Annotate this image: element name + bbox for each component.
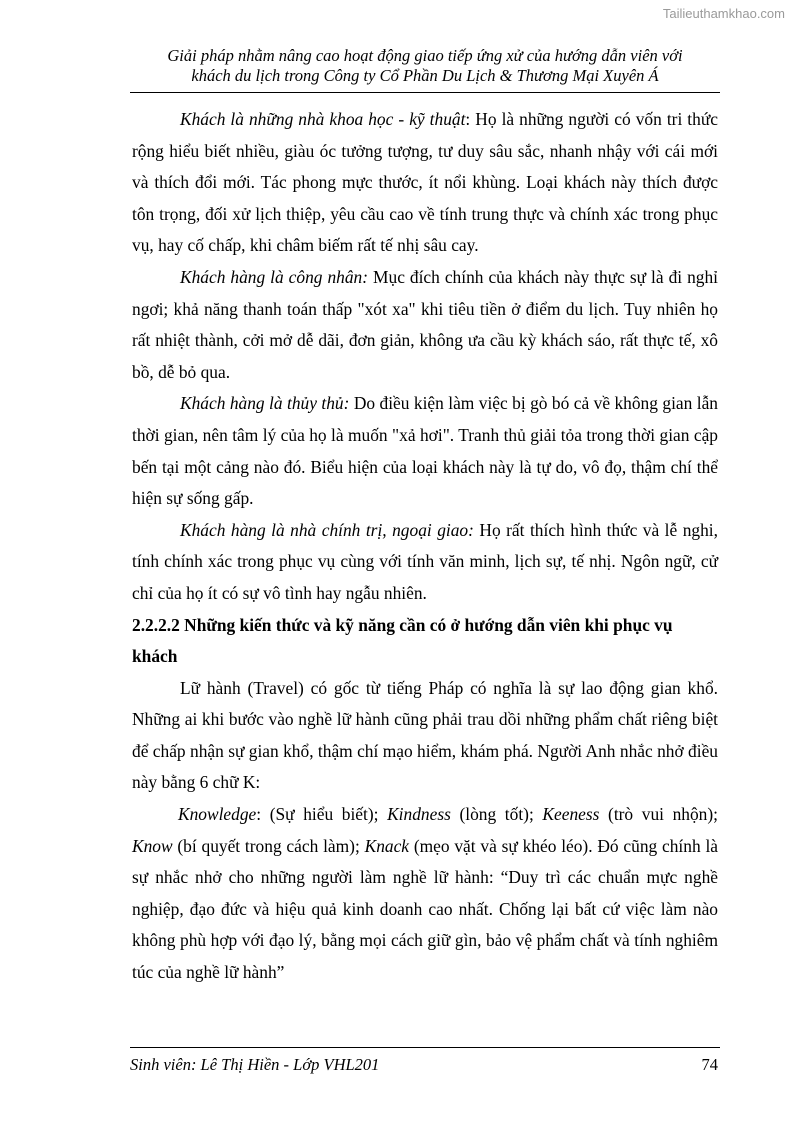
footer-divider <box>130 1047 720 1048</box>
paragraph-text: (trò vui nhộn); <box>599 804 718 825</box>
k-knowledge: Knowledge <box>178 804 257 825</box>
paragraph-travel: Lữ hành (Travel) có gốc từ tiếng Pháp có nghĩa là sự lao động gian khổ. Những ai khi bước vào nghề lữ hành cũng phải trau dồi những phẩm chất riêng biệt để chấp nhận sự gian khổ, thậm chí mạo hiểm, khám phá. Người Anh nhắc nhở điều này bằng 6 chữ K: <box>132 677 718 793</box>
paragraph-text: : (Sự hiểu biết); <box>256 804 388 825</box>
paragraph-lead: Khách hàng là thủy thủ: <box>180 393 350 414</box>
footer-student: Sinh viên: Lê Thị Hiền - Lớp VHL201 <box>130 1055 380 1074</box>
k-know: Know <box>132 835 173 856</box>
page-header <box>130 46 720 86</box>
paragraph-text: Họ rất thích hình thức và lễ nghi, tính chính xác trong phục vụ cùng với tính văn minh, lịch sự, tế nhị. Ngôn ngữ, cử chỉ của họ ít có sự vô tình hay ngẫu nhiên. <box>132 519 718 603</box>
paragraph-lead: Khách là những nhà khoa học - kỹ thuật <box>180 109 466 129</box>
paragraph-scientists <box>132 104 718 262</box>
k-kindness: Kindness <box>387 804 451 825</box>
paragraph-text: (lòng tốt); <box>450 804 543 825</box>
paragraph-text: : Họ là những người có vốn tri thức rộng hiểu biết nhiều, giàu óc tưởng tượng, tư duy sâu sắc, nhanh nhậy với cái mới và thích đổi mới. Tác phong mực thước, ít nổi khùng. Loại khách này thích được tôn trọng, đối xử lịch thiệp, yêu cầu cao về tính trung thực và chính xác trong phục vụ, hay cố chấp, khi châm biếm rất tế nhị sâu cay. <box>132 109 718 256</box>
paragraph-lead: Khách hàng là nhà chính trị, ngoại giao: <box>180 519 474 540</box>
k-knack: Knack <box>364 835 410 856</box>
paragraph-six-k <box>132 799 718 989</box>
paragraph-text: Do điều kiện làm việc bị gò bó cả về không gian lẫn thời gian, nên tâm lý của họ là muốn "xả hơi". Tranh thủ giải tỏa trong thời gian cập bến tại một cảng nào đó. Biểu hiện của loại khách này là tự do, vô đọ, thậm chí thể hiện sự sống gấp. <box>132 393 718 509</box>
section-heading: 2.2.2.2 Những kiến thức và kỹ năng cần có ở hướng dẫn viên khi phục vụ khách <box>132 614 673 667</box>
watermark: Tailieuthamkhao.com <box>662 6 785 21</box>
paragraph-lead: Khách hàng là công nhân: <box>180 266 369 287</box>
page-number: 74 <box>701 1055 718 1074</box>
k-keeness: Keeness <box>542 804 600 825</box>
document-body <box>132 104 718 989</box>
paragraph-workers <box>132 262 718 388</box>
paragraph-text: (bí quyết trong cách làm); <box>172 835 365 856</box>
header-divider <box>130 92 720 93</box>
paragraph-text: (mẹo vặt và sự khéo léo). Đó cũng chính là sự nhắc nhở cho những người làm nghề lữ hành: “Duy trì các chuẩn mực nghề nghiệp, đạo đức và hiệu quả kinh doanh cao nhất. Chống lại bất cứ việc làm nào không phù hợp với đạo lý, bằng mọi cách giữ gìn, bảo vệ phẩm chất và tính nghiêm túc của nghề lữ hành” <box>132 835 719 983</box>
header-line-2: khách du lịch trong Công ty Cổ Phần Du Lịch & Thương Mại Xuyên Á <box>191 66 659 85</box>
paragraph-sailors <box>132 388 718 514</box>
page-footer <box>130 1054 720 1076</box>
paragraph-text: Mục đích chính của khách này thực sự là đi nghỉ ngơi; khả năng thanh toán thấp "xót xa" khi tiêu tiền ở điểm du lịch. Tuy nhiên họ rất nhiệt thành, cởi mở dễ dãi, đơn giản, không ưa cầu kỳ khách sáo, rất thực tế, xô bồ, dễ bỏ qua. <box>132 266 718 382</box>
paragraph-diplomats <box>132 515 718 610</box>
header-line-1: Giải pháp nhằm nâng cao hoạt động giao tiếp ứng xử của hướng dẫn viên với <box>167 46 683 65</box>
